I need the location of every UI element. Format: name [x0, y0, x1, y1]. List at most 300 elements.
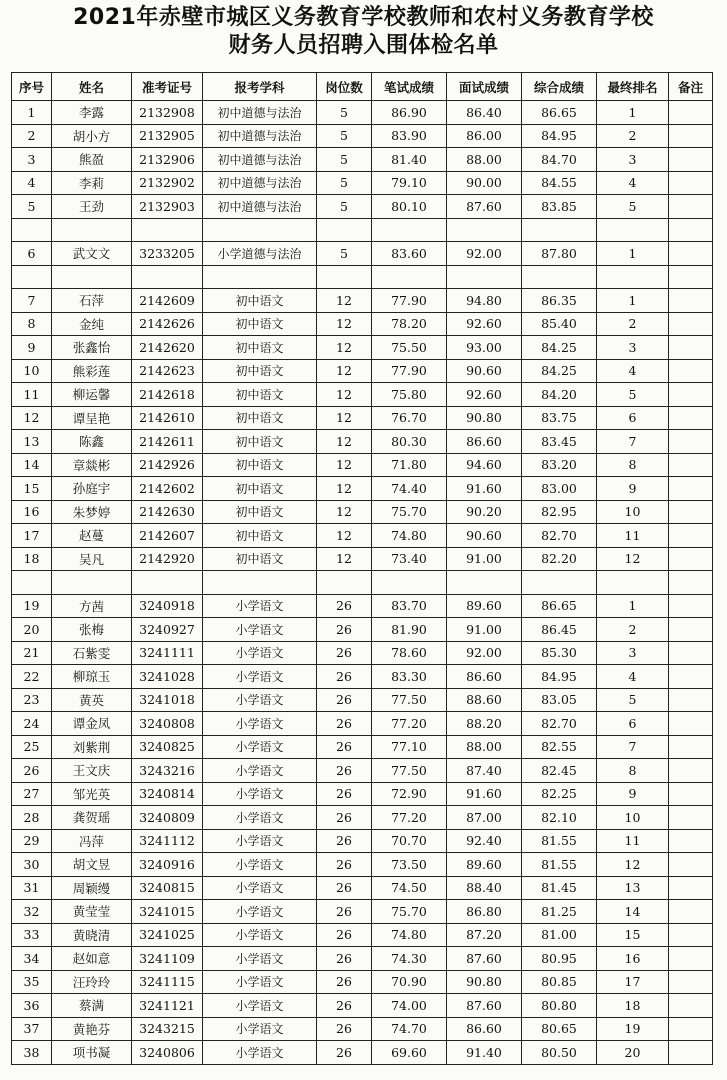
cell-interview-score: 89.60 [447, 594, 522, 618]
cell-exam-id: 2132902 [132, 171, 203, 195]
cell-subject: 初中语文 [203, 477, 317, 501]
cell-total-score: 84.95 [522, 124, 597, 148]
cell-exam-id: 3241109 [132, 947, 203, 971]
table-row [12, 712, 713, 736]
table-row [12, 1041, 713, 1065]
cell-note [669, 171, 713, 195]
cell-exam-id: 2142610 [132, 406, 203, 430]
header-written-score: 笔试成绩 [372, 73, 447, 101]
header-name: 姓名 [52, 73, 132, 101]
cell-interview-score: 94.80 [447, 289, 522, 313]
cell-name: 邹光英 [52, 782, 132, 806]
cell-total-score: 82.55 [522, 735, 597, 759]
cell-note [669, 618, 713, 642]
cell-final-rank: 1 [597, 242, 669, 266]
table-row [12, 688, 713, 712]
table-row [12, 782, 713, 806]
cell-subject: 小学语文 [203, 1041, 317, 1065]
empty-cell [597, 265, 669, 289]
cell-posts: 5 [317, 124, 372, 148]
table-body [12, 101, 713, 1065]
table-row [12, 289, 713, 313]
header-exam-id: 准考证号 [132, 73, 203, 101]
cell-final-rank: 3 [597, 641, 669, 665]
table-row [12, 336, 713, 360]
cell-exam-id: 3240814 [132, 782, 203, 806]
table-row [12, 547, 713, 571]
cell-exam-id: 3241018 [132, 688, 203, 712]
empty-cell [317, 265, 372, 289]
cell-total-score: 85.40 [522, 312, 597, 336]
empty-cell [372, 265, 447, 289]
cell-subject: 初中语文 [203, 359, 317, 383]
cell-interview-score: 86.60 [447, 665, 522, 689]
cell-total-score: 83.00 [522, 477, 597, 501]
table-row [12, 406, 713, 430]
cell-no: 19 [12, 594, 52, 618]
title-line-1: 2021年赤壁市城区义务教育学校教师和农村义务教育学校 [73, 5, 654, 30]
cell-no: 4 [12, 171, 52, 195]
cell-interview-score: 88.00 [447, 148, 522, 172]
header-final-rank: 最终排名 [597, 73, 669, 101]
cell-name: 武文文 [52, 242, 132, 266]
cell-total-score: 83.45 [522, 430, 597, 454]
table-row [12, 641, 713, 665]
cell-posts: 12 [317, 289, 372, 313]
cell-note [669, 829, 713, 853]
cell-interview-score: 87.00 [447, 806, 522, 830]
cell-name: 李莉 [52, 171, 132, 195]
empty-cell [52, 265, 132, 289]
cell-exam-id: 3241025 [132, 923, 203, 947]
cell-no: 5 [12, 195, 52, 219]
cell-name: 王劲 [52, 195, 132, 219]
cell-interview-score: 91.00 [447, 618, 522, 642]
cell-total-score: 82.70 [522, 712, 597, 736]
cell-no: 31 [12, 876, 52, 900]
cell-posts: 5 [317, 242, 372, 266]
cell-subject: 小学语文 [203, 923, 317, 947]
cell-no: 16 [12, 500, 52, 524]
table-row [12, 477, 713, 501]
cell-subject: 初中语文 [203, 547, 317, 571]
cell-posts: 5 [317, 171, 372, 195]
cell-note [669, 665, 713, 689]
group-separator-row [12, 218, 713, 242]
cell-final-rank: 12 [597, 547, 669, 571]
table-row [12, 124, 713, 148]
cell-interview-score: 87.60 [447, 994, 522, 1018]
cell-subject: 初中语文 [203, 312, 317, 336]
cell-no: 25 [12, 735, 52, 759]
cell-note [669, 336, 713, 360]
cell-total-score: 87.80 [522, 242, 597, 266]
cell-no: 22 [12, 665, 52, 689]
table-row [12, 594, 713, 618]
cell-final-rank: 4 [597, 359, 669, 383]
cell-final-rank: 1 [597, 289, 669, 313]
cell-note [669, 923, 713, 947]
header-total-score: 综合成绩 [522, 73, 597, 101]
cell-exam-id: 3240809 [132, 806, 203, 830]
cell-note [669, 453, 713, 477]
cell-posts: 26 [317, 994, 372, 1018]
cell-total-score: 81.25 [522, 900, 597, 924]
cell-subject: 初中道德与法治 [203, 101, 317, 125]
cell-name: 刘紫荆 [52, 735, 132, 759]
cell-posts: 26 [317, 970, 372, 994]
cell-exam-id: 2142926 [132, 453, 203, 477]
cell-note [669, 853, 713, 877]
table-row [12, 735, 713, 759]
cell-exam-id: 3241028 [132, 665, 203, 689]
cell-final-rank: 18 [597, 994, 669, 1018]
cell-exam-id: 2142609 [132, 289, 203, 313]
cell-posts: 12 [317, 524, 372, 548]
cell-note [669, 806, 713, 830]
table-row [12, 994, 713, 1018]
empty-cell [317, 218, 372, 242]
cell-written-score: 75.50 [372, 336, 447, 360]
empty-cell [132, 571, 203, 595]
cell-name: 汪玲玲 [52, 970, 132, 994]
cell-subject: 小学语文 [203, 853, 317, 877]
cell-written-score: 72.90 [372, 782, 447, 806]
cell-posts: 12 [317, 547, 372, 571]
cell-name: 王文庆 [52, 759, 132, 783]
cell-subject: 初中语文 [203, 430, 317, 454]
cell-final-rank: 5 [597, 195, 669, 219]
cell-final-rank: 2 [597, 124, 669, 148]
cell-final-rank: 9 [597, 477, 669, 501]
cell-subject: 小学语文 [203, 994, 317, 1018]
header-subject: 报考学科 [203, 73, 317, 101]
cell-note [669, 383, 713, 407]
cell-name: 冯萍 [52, 829, 132, 853]
cell-total-score: 83.05 [522, 688, 597, 712]
cell-no: 33 [12, 923, 52, 947]
cell-name: 赵如意 [52, 947, 132, 971]
cell-posts: 26 [317, 947, 372, 971]
table-row [12, 876, 713, 900]
cell-posts: 12 [317, 359, 372, 383]
cell-posts: 26 [317, 806, 372, 830]
cell-name: 谭呈艳 [52, 406, 132, 430]
cell-total-score: 84.25 [522, 359, 597, 383]
cell-exam-id: 3233205 [132, 242, 203, 266]
table-row [12, 171, 713, 195]
cell-interview-score: 91.40 [447, 1041, 522, 1065]
cell-note [669, 876, 713, 900]
cell-interview-score: 87.20 [447, 923, 522, 947]
empty-cell [52, 571, 132, 595]
empty-cell [132, 218, 203, 242]
table-row [12, 430, 713, 454]
cell-posts: 12 [317, 500, 372, 524]
cell-note [669, 148, 713, 172]
cell-exam-id: 3240815 [132, 876, 203, 900]
cell-written-score: 74.70 [372, 1017, 447, 1041]
cell-written-score: 86.90 [372, 101, 447, 125]
table-row [12, 829, 713, 853]
cell-written-score: 74.80 [372, 524, 447, 548]
header-note: 备注 [669, 73, 713, 101]
cell-no: 3 [12, 148, 52, 172]
cell-posts: 26 [317, 1041, 372, 1065]
cell-final-rank: 17 [597, 970, 669, 994]
cell-name: 熊彩莲 [52, 359, 132, 383]
cell-total-score: 84.20 [522, 383, 597, 407]
cell-interview-score: 88.60 [447, 688, 522, 712]
cell-subject: 小学语文 [203, 1017, 317, 1041]
cell-exam-id: 2142920 [132, 547, 203, 571]
cell-interview-score: 90.80 [447, 970, 522, 994]
cell-written-score: 77.90 [372, 359, 447, 383]
cell-total-score: 81.55 [522, 829, 597, 853]
empty-cell [203, 265, 317, 289]
cell-final-rank: 7 [597, 735, 669, 759]
cell-interview-score: 94.60 [447, 453, 522, 477]
cell-posts: 26 [317, 923, 372, 947]
cell-written-score: 78.60 [372, 641, 447, 665]
cell-written-score: 74.50 [372, 876, 447, 900]
cell-note [669, 430, 713, 454]
cell-interview-score: 89.60 [447, 853, 522, 877]
cell-exam-id: 2132908 [132, 101, 203, 125]
cell-subject: 小学语文 [203, 782, 317, 806]
cell-subject: 小学语文 [203, 947, 317, 971]
cell-subject: 小学语文 [203, 735, 317, 759]
cell-no: 37 [12, 1017, 52, 1041]
cell-interview-score: 92.60 [447, 312, 522, 336]
cell-total-score: 80.95 [522, 947, 597, 971]
cell-final-rank: 11 [597, 829, 669, 853]
cell-no: 29 [12, 829, 52, 853]
cell-note [669, 1041, 713, 1065]
cell-name: 石紫雯 [52, 641, 132, 665]
cell-written-score: 80.10 [372, 195, 447, 219]
empty-cell [132, 265, 203, 289]
cell-note [669, 759, 713, 783]
cell-final-rank: 5 [597, 688, 669, 712]
cell-name: 黄英 [52, 688, 132, 712]
cell-exam-id: 2142618 [132, 383, 203, 407]
title-line-2: 财务人员招聘入围体检名单 [228, 33, 499, 58]
empty-cell [12, 571, 52, 595]
cell-written-score: 74.80 [372, 923, 447, 947]
cell-written-score: 69.60 [372, 1041, 447, 1065]
cell-name: 周颖缦 [52, 876, 132, 900]
cell-exam-id: 3241015 [132, 900, 203, 924]
cell-total-score: 81.45 [522, 876, 597, 900]
cell-interview-score: 90.00 [447, 171, 522, 195]
cell-total-score: 86.65 [522, 101, 597, 125]
cell-subject: 初中语文 [203, 383, 317, 407]
cell-posts: 12 [317, 453, 372, 477]
cell-written-score: 70.70 [372, 829, 447, 853]
cell-interview-score: 87.60 [447, 947, 522, 971]
cell-final-rank: 15 [597, 923, 669, 947]
cell-note [669, 406, 713, 430]
cell-interview-score: 92.00 [447, 242, 522, 266]
cell-name: 柳琼玉 [52, 665, 132, 689]
cell-name: 吴凡 [52, 547, 132, 571]
cell-posts: 12 [317, 312, 372, 336]
table-row [12, 195, 713, 219]
table-row [12, 853, 713, 877]
cell-no: 36 [12, 994, 52, 1018]
cell-written-score: 77.50 [372, 759, 447, 783]
cell-name: 胡文昱 [52, 853, 132, 877]
cell-subject: 初中语文 [203, 453, 317, 477]
cell-total-score: 85.30 [522, 641, 597, 665]
cell-interview-score: 87.60 [447, 195, 522, 219]
cell-exam-id: 2132906 [132, 148, 203, 172]
cell-exam-id: 3243215 [132, 1017, 203, 1041]
cell-final-rank: 4 [597, 171, 669, 195]
cell-subject: 小学语文 [203, 594, 317, 618]
cell-total-score: 82.45 [522, 759, 597, 783]
cell-name: 朱梦婷 [52, 500, 132, 524]
cell-written-score: 83.90 [372, 124, 447, 148]
cell-no: 10 [12, 359, 52, 383]
cell-no: 17 [12, 524, 52, 548]
cell-no: 32 [12, 900, 52, 924]
cell-final-rank: 14 [597, 900, 669, 924]
cell-name: 项书凝 [52, 1041, 132, 1065]
cell-note [669, 477, 713, 501]
cell-subject: 小学语文 [203, 876, 317, 900]
cell-written-score: 73.40 [372, 547, 447, 571]
cell-name: 龚贺瑶 [52, 806, 132, 830]
cell-posts: 26 [317, 594, 372, 618]
cell-no: 1 [12, 101, 52, 125]
cell-total-score: 86.65 [522, 594, 597, 618]
empty-cell [203, 571, 317, 595]
cell-no: 15 [12, 477, 52, 501]
cell-note [669, 524, 713, 548]
cell-written-score: 74.30 [372, 947, 447, 971]
table-row [12, 359, 713, 383]
cell-total-score: 82.25 [522, 782, 597, 806]
cell-note [669, 970, 713, 994]
cell-written-score: 77.50 [372, 688, 447, 712]
cell-posts: 26 [317, 641, 372, 665]
cell-note [669, 782, 713, 806]
table-row [12, 524, 713, 548]
cell-no: 28 [12, 806, 52, 830]
cell-interview-score: 93.00 [447, 336, 522, 360]
cell-posts: 26 [317, 759, 372, 783]
cell-final-rank: 10 [597, 500, 669, 524]
cell-subject: 初中语文 [203, 289, 317, 313]
cell-total-score: 86.45 [522, 618, 597, 642]
cell-final-rank: 5 [597, 383, 669, 407]
cell-written-score: 73.50 [372, 853, 447, 877]
table-row [12, 500, 713, 524]
cell-note [669, 594, 713, 618]
empty-cell [317, 571, 372, 595]
cell-no: 38 [12, 1041, 52, 1065]
cell-no: 14 [12, 453, 52, 477]
cell-no: 6 [12, 242, 52, 266]
cell-interview-score: 91.60 [447, 477, 522, 501]
empty-cell [669, 218, 713, 242]
table-row [12, 148, 713, 172]
cell-final-rank: 2 [597, 312, 669, 336]
group-separator-row [12, 265, 713, 289]
cell-posts: 26 [317, 712, 372, 736]
cell-interview-score: 90.60 [447, 524, 522, 548]
cell-exam-id: 2132905 [132, 124, 203, 148]
cell-note [669, 1017, 713, 1041]
cell-name: 孙庭宇 [52, 477, 132, 501]
table-row [12, 806, 713, 830]
cell-final-rank: 1 [597, 101, 669, 125]
cell-written-score: 71.80 [372, 453, 447, 477]
table-row [12, 665, 713, 689]
cell-no: 12 [12, 406, 52, 430]
cell-final-rank: 3 [597, 148, 669, 172]
cell-exam-id: 2142607 [132, 524, 203, 548]
cell-note [669, 900, 713, 924]
table-row [12, 970, 713, 994]
cell-posts: 12 [317, 430, 372, 454]
cell-posts: 5 [317, 148, 372, 172]
cell-written-score: 75.70 [372, 500, 447, 524]
cell-total-score: 84.55 [522, 171, 597, 195]
empty-cell [52, 218, 132, 242]
cell-subject: 小学语文 [203, 829, 317, 853]
cell-note [669, 312, 713, 336]
cell-posts: 26 [317, 1017, 372, 1041]
cell-exam-id: 3240806 [132, 1041, 203, 1065]
cell-no: 27 [12, 782, 52, 806]
table-row [12, 900, 713, 924]
cell-no: 24 [12, 712, 52, 736]
cell-no: 9 [12, 336, 52, 360]
cell-total-score: 86.35 [522, 289, 597, 313]
empty-cell [522, 265, 597, 289]
cell-total-score: 84.25 [522, 336, 597, 360]
cell-written-score: 75.80 [372, 383, 447, 407]
cell-subject: 小学语文 [203, 688, 317, 712]
cell-exam-id: 3240918 [132, 594, 203, 618]
table-row [12, 618, 713, 642]
cell-posts: 5 [317, 101, 372, 125]
table-row [12, 312, 713, 336]
empty-cell [522, 218, 597, 242]
cell-subject: 初中道德与法治 [203, 195, 317, 219]
cell-no: 35 [12, 970, 52, 994]
cell-note [669, 289, 713, 313]
cell-posts: 26 [317, 688, 372, 712]
header-no: 序号 [12, 73, 52, 101]
cell-total-score: 83.20 [522, 453, 597, 477]
cell-note [669, 359, 713, 383]
cell-final-rank: 3 [597, 336, 669, 360]
cell-note [669, 124, 713, 148]
cell-no: 23 [12, 688, 52, 712]
cell-name: 陈鑫 [52, 430, 132, 454]
cell-subject: 初中语文 [203, 336, 317, 360]
empty-cell [12, 218, 52, 242]
cell-final-rank: 20 [597, 1041, 669, 1065]
table-row [12, 242, 713, 266]
empty-cell [447, 265, 522, 289]
cell-subject: 小学语文 [203, 712, 317, 736]
cell-subject: 小学语文 [203, 759, 317, 783]
